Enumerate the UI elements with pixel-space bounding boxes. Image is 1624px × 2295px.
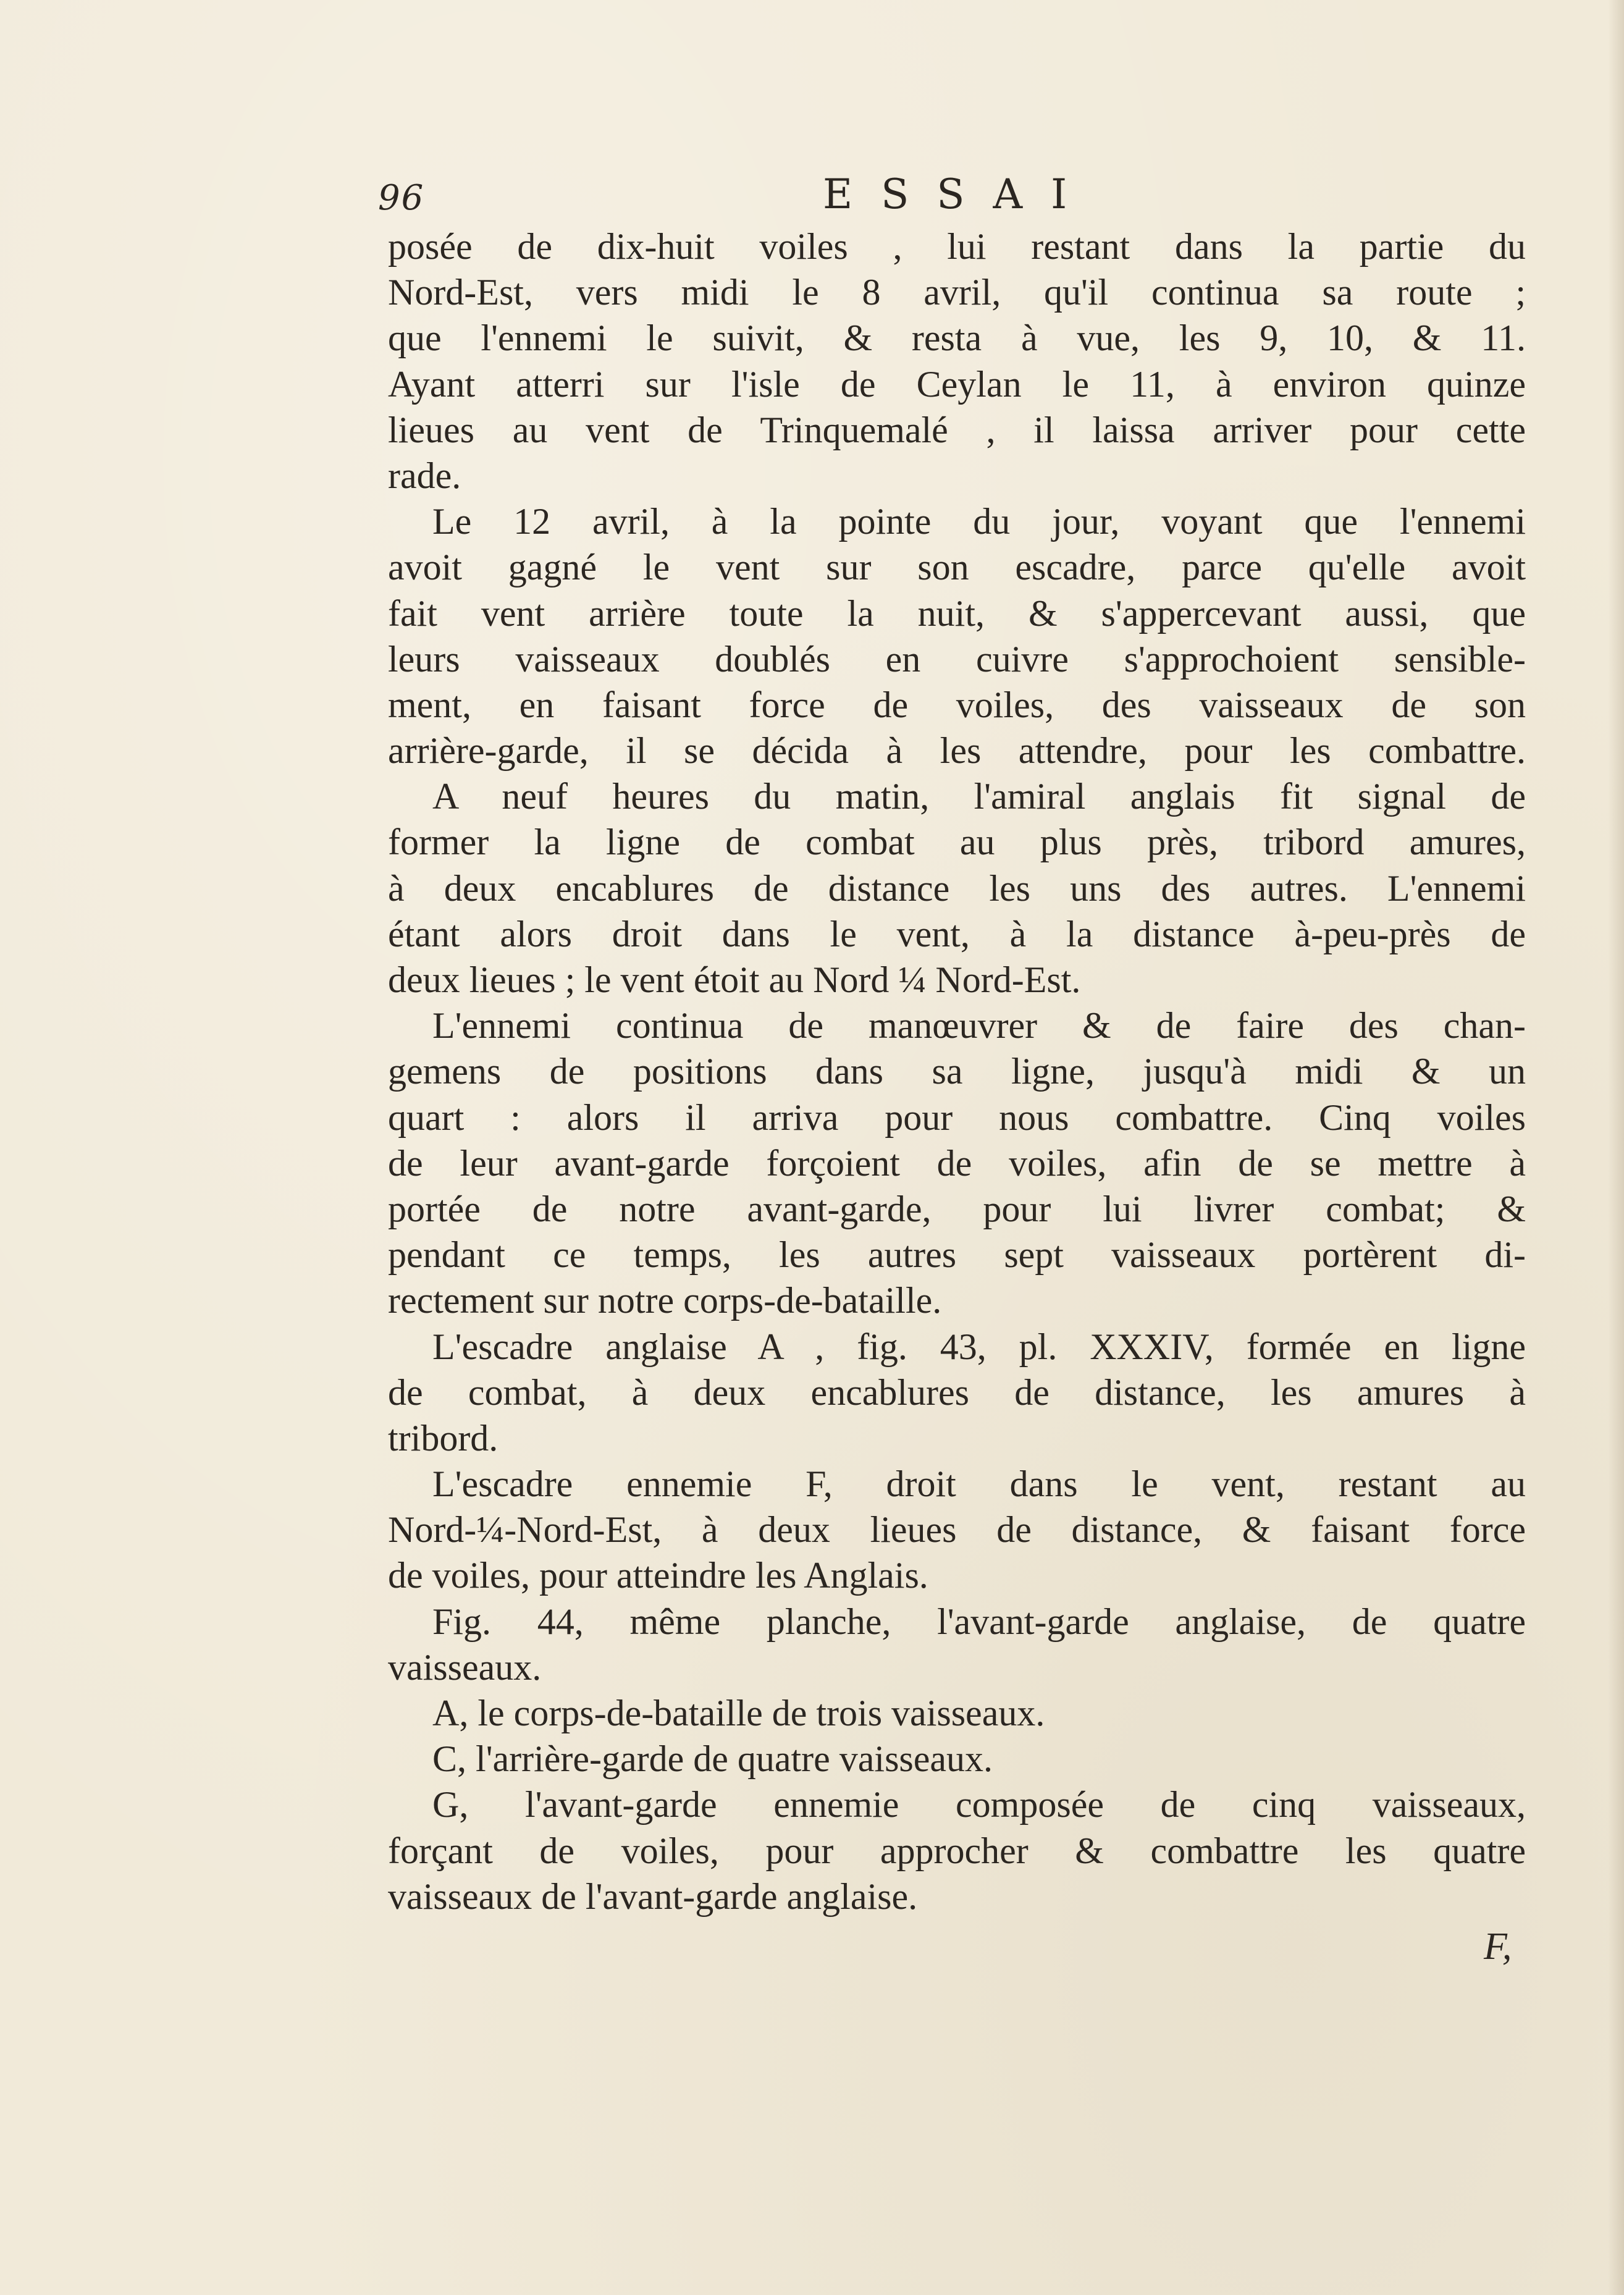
page-edge-shadow xyxy=(1608,0,1624,2295)
text-line: rade. xyxy=(388,455,461,496)
text-line: fait vent arrière toute la nuit, & s'appercevant aussi, que xyxy=(388,592,1526,634)
text-line: L'escadre anglaise A , fig. 43, pl. XXXIV, formée en ligne xyxy=(432,1326,1526,1367)
text-line: à deux encablures de distance les uns des autres. L'ennemi xyxy=(388,867,1526,909)
text-line: portée de notre avant-garde, pour lui livrer combat; & xyxy=(388,1188,1526,1229)
text-line: rectement sur notre corps-de-bataille. xyxy=(388,1280,942,1321)
text-line: quart : alors il arriva pour nous combattre. Cinq voiles xyxy=(388,1097,1526,1138)
text-line: A neuf heures du matin, l'amiral anglais fit signal de xyxy=(432,776,1526,817)
text-line: étant alors droit dans le vent, à la distance à-peu-près de xyxy=(388,913,1526,954)
page-number: 96 xyxy=(378,178,425,218)
text-line: arrière-garde, il se décida à les attendre, pour les combattre. xyxy=(388,730,1526,772)
text-line: L'escadre ennemie F, droit dans le vent, restant au xyxy=(432,1463,1526,1505)
text-line: gemens de positions dans sa ligne, jusqu'à midi & un xyxy=(388,1051,1526,1092)
text-line: deux lieues ; le vent étoit au Nord ¼ Nord-Est. xyxy=(388,959,1081,1000)
text-line: avoit gagné le vent sur son escadre, parce qu'elle avoit xyxy=(388,547,1526,588)
text-line: vaisseaux. xyxy=(388,1646,542,1688)
running-head xyxy=(378,166,1533,227)
text-line: de combat, à deux encablures de distance, les amures à xyxy=(388,1371,1526,1413)
text-line: que l'ennemi le suivit, & resta à vue, les 9, 10, & 11. xyxy=(388,318,1526,359)
text-line: posée de dix-huit voiles , lui restant dans la partie du xyxy=(388,226,1526,267)
text-line: Nord-¼-Nord-Est, à deux lieues de distance, & faisant force xyxy=(388,1509,1526,1551)
text-line: pendant ce temps, les autres sept vaisseaux portèrent di- xyxy=(388,1234,1526,1276)
text-line: de voiles, pour atteindre les Anglais. xyxy=(388,1555,928,1596)
running-title: ESSAI xyxy=(823,171,1096,218)
text-line: tribord. xyxy=(388,1417,499,1459)
text-line: Ayant atterri sur l'isle de Ceylan le 11, à environ quinze xyxy=(388,363,1526,405)
text-line: de leur avant-garde forçoient de voiles, afin de se mettre à xyxy=(388,1142,1526,1184)
text-line: lieues au vent de Trinquemalé , il laissa arriver pour cette xyxy=(388,409,1526,450)
text-line: L'ennemi continua de manœuvrer & de faire des chan- xyxy=(432,1005,1526,1046)
text-line: leurs vaisseaux doublés en cuivre s'approchoient sensible- xyxy=(388,638,1526,680)
text-line: A, le corps-de-bataille de trois vaisseaux. xyxy=(432,1693,1045,1733)
catchword: F, xyxy=(1484,1926,1512,1968)
text-line: C, l'arrière-garde de quatre vaisseaux. xyxy=(432,1738,993,1780)
text-line: Le 12 avril, à la pointe du jour, voyant que l'ennemi xyxy=(432,501,1526,542)
text-line: Nord-Est, vers midi le 8 avril, qu'il continua sa route ; xyxy=(388,272,1526,313)
text-line: vaisseaux de l'avant-garde anglaise. xyxy=(388,1876,918,1917)
text-line: Fig. 44, même planche, l'avant-garde anglaise, de quatre xyxy=(432,1601,1526,1642)
body-text xyxy=(388,224,1526,1919)
text-line: forçant de voiles, pour approcher & combattre les quatre xyxy=(388,1830,1526,1871)
text-line: ment, en faisant force de voiles, des vaisseaux de son xyxy=(388,684,1526,725)
text-line: G, l'avant-garde ennemie composée de cinq vaisseaux, xyxy=(432,1784,1526,1825)
text-line: former la ligne de combat au plus près, tribord amures, xyxy=(388,822,1526,863)
